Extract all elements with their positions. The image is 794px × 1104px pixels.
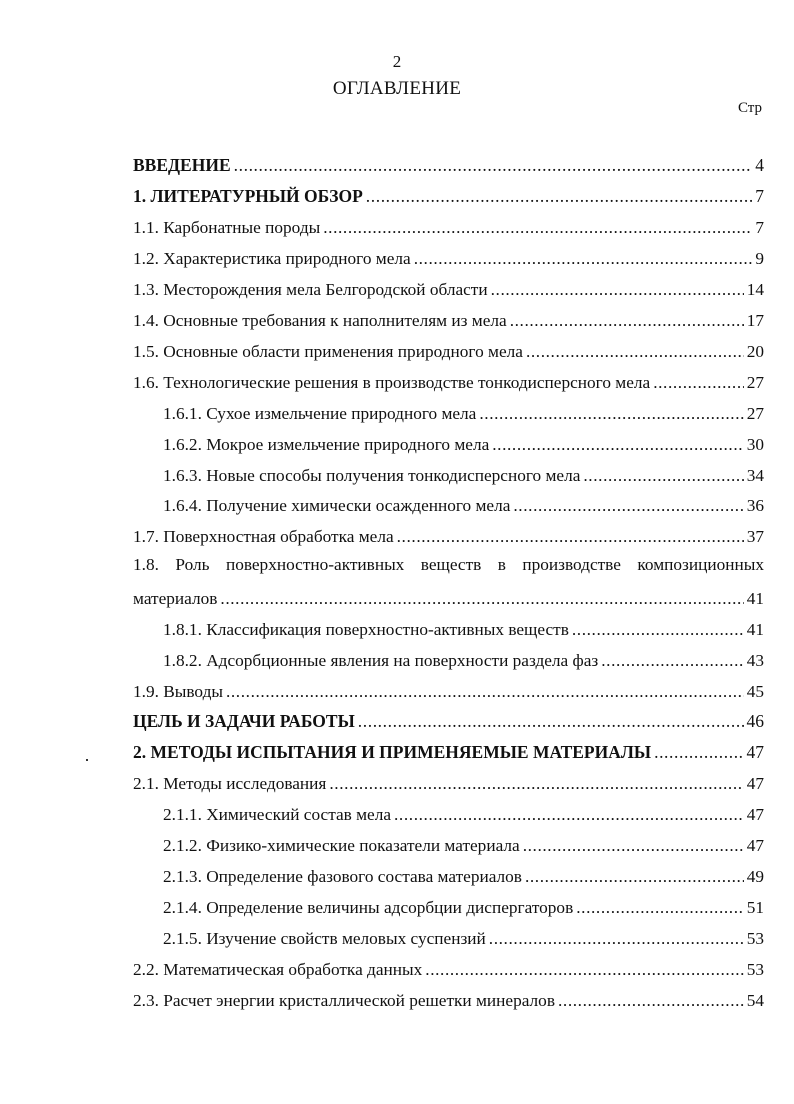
page-number: 2: [392, 52, 402, 71]
toc-entry-text: 1.5. Основные области применения природного мела: [133, 341, 523, 361]
toc-entry-page: 20: [746, 341, 764, 361]
toc-entry: [133, 947, 764, 978]
toc-entry: [133, 515, 764, 546]
toc-entry-text: материалов: [133, 589, 218, 609]
dot-leader: [394, 806, 744, 823]
toc-entry-text: 2.1.3. Определение фазового состава материалов: [163, 867, 522, 887]
toc-entry-text: 2. МЕТОДЫ ИСПЫТАНИЯ И ПРИМЕНЯЕМЫЕ МАТЕРИАЛЫ: [133, 742, 652, 763]
page-column-label: Стр: [737, 100, 762, 116]
toc-entry-page: 9: [755, 249, 764, 269]
toc-entry-page: 45: [746, 681, 764, 701]
dot-leader: [526, 343, 744, 360]
toc-entry-text: 1.3. Месторождения мела Белгородской области: [133, 280, 488, 300]
toc-entry-page: 36: [746, 496, 764, 516]
dot-leader: [489, 930, 744, 947]
dot-leader: [358, 713, 744, 731]
toc-entry-page: 7: [755, 218, 764, 238]
toc-entry-page: 37: [746, 527, 764, 547]
dot-leader: [654, 744, 743, 762]
dot-leader: [491, 281, 744, 298]
dot-leader: [226, 683, 744, 700]
toc-entry-text: 1.6.3. Новые способы получения тонкодисперсного мела: [163, 465, 581, 485]
dot-leader: [601, 652, 743, 669]
toc-entry: [133, 607, 764, 638]
toc-entry: [133, 422, 764, 453]
toc-entry: [133, 144, 764, 175]
toc-entry: [133, 268, 764, 299]
toc-entry-text: 1.8.2. Адсорбционные явления на поверхности раздела фаз: [163, 650, 599, 670]
toc-entry: [133, 453, 764, 484]
toc-entry-page: 54: [746, 990, 764, 1010]
toc-entry: [133, 237, 764, 268]
toc-entry: [133, 546, 764, 608]
toc-entry-text: 2.1.2. Физико-химические показатели материала: [163, 836, 520, 856]
toc-entry: [133, 855, 764, 886]
toc-entry-page: 47: [746, 836, 764, 856]
dot-leader: [572, 621, 744, 638]
toc-entry: [133, 360, 764, 391]
toc-entry-page: 41: [746, 619, 764, 639]
toc-entry: [133, 298, 764, 329]
dot-leader: [523, 837, 744, 854]
page-title: ОГЛАВЛЕНИЕ: [332, 78, 462, 99]
dot-leader: [414, 250, 753, 267]
margin-speck: [86, 759, 88, 761]
toc-entry-page: 49: [746, 867, 764, 887]
dot-leader: [425, 961, 743, 978]
toc-entry: [133, 391, 764, 422]
toc-entry: [133, 824, 764, 855]
toc-entry-text: 2.2. Математическая обработка данных: [133, 959, 423, 979]
toc-entry-text: 2.1. Методы исследования: [133, 774, 327, 794]
toc-entry-page: 27: [746, 372, 764, 392]
toc-entry-text: 1.2. Характеристика природного мела: [133, 249, 411, 269]
toc-entry-page: 53: [746, 959, 764, 979]
dot-leader: [479, 405, 743, 422]
dot-leader: [234, 157, 753, 175]
toc-entry-page: 7: [755, 186, 764, 207]
toc-entry-page: 46: [746, 711, 764, 732]
toc-entry-text: 1.6.2. Мокрое измельчение природного мела: [163, 434, 490, 454]
toc-entry: [133, 731, 764, 762]
toc-entry-text: 2.1.1. Химический состав мела: [163, 805, 392, 825]
toc-entry-page: 51: [746, 897, 764, 917]
toc-entry-text: 1.8. Роль поверхностно-активных веществ в производстве композиционных: [133, 554, 764, 574]
toc-entry: [133, 762, 764, 793]
toc-entry-page: 47: [746, 805, 764, 825]
toc-entry-page: 43: [746, 650, 764, 670]
dot-leader: [323, 219, 752, 236]
toc-entry-page: 53: [746, 928, 764, 948]
toc-entry-page: 14: [746, 280, 764, 300]
toc-entry: [133, 206, 764, 237]
toc-entry-text: ЦЕЛЬ И ЗАДАЧИ РАБОТЫ: [133, 711, 355, 732]
table-of-contents: [133, 144, 764, 1009]
toc-entry-text: 2.1.4. Определение величины адсорбции диспергаторов: [163, 897, 574, 917]
toc-entry-page: 41: [746, 589, 764, 609]
toc-entry-page: 17: [746, 311, 764, 331]
dot-leader: [513, 497, 743, 514]
toc-entry-text: 2.1.5. Изучение свойств меловых суспензий: [163, 928, 486, 948]
toc-entry: [133, 175, 764, 206]
toc-entry: [133, 793, 764, 824]
toc-entry-text: 1.7. Поверхностная обработка мела: [133, 527, 394, 547]
toc-entry: [133, 700, 764, 731]
toc-entry: [133, 329, 764, 360]
toc-entry-page: 27: [746, 403, 764, 423]
dot-leader: [220, 590, 743, 607]
toc-entry: [133, 978, 764, 1009]
toc-entry-text: 1.6.4. Получение химически осажденного мела: [163, 496, 511, 516]
dot-leader: [653, 374, 744, 391]
toc-entry: [133, 669, 764, 700]
dot-leader: [525, 868, 744, 885]
toc-entry: [133, 916, 764, 947]
dot-leader: [558, 992, 744, 1009]
dot-leader: [366, 188, 752, 206]
dot-leader: [492, 436, 743, 453]
toc-entry-text: 1.4. Основные требования к наполнителям из мела: [133, 311, 507, 331]
toc-entry: [133, 885, 764, 916]
toc-entry-text: 1.9. Выводы: [133, 681, 223, 701]
toc-entry-text: 1. ЛИТЕРАТУРНЫЙ ОБЗОР: [133, 186, 363, 207]
toc-entry-page: 30: [746, 434, 764, 454]
toc-entry: [133, 484, 764, 515]
toc-entry-text: 1.8.1. Классификация поверхностно-активных веществ: [163, 619, 569, 639]
toc-entry-text: ВВЕДЕНИЕ: [133, 155, 231, 176]
toc-entry-text: 1.6.1. Сухое измельчение природного мела: [163, 403, 477, 423]
dot-leader: [576, 899, 743, 916]
toc-entry-page: 34: [746, 465, 764, 485]
toc-entry-page: 4: [755, 155, 764, 176]
dot-leader: [510, 312, 744, 329]
toc-entry-page: 47: [746, 774, 764, 794]
dot-leader: [583, 467, 743, 484]
toc-entry-page: 47: [746, 742, 764, 763]
toc-entry-continuation: [133, 576, 764, 607]
toc-entry: [133, 638, 764, 669]
toc-entry-text: 1.1. Карбонатные породы: [133, 218, 321, 238]
dot-leader: [329, 775, 743, 792]
dot-leader: [397, 528, 744, 545]
toc-entry-text: 1.6. Технологические решения в производстве тонкодисперсного мела: [133, 372, 651, 392]
toc-entry-text: 2.3. Расчет энергии кристаллической решетки минералов: [133, 990, 555, 1010]
